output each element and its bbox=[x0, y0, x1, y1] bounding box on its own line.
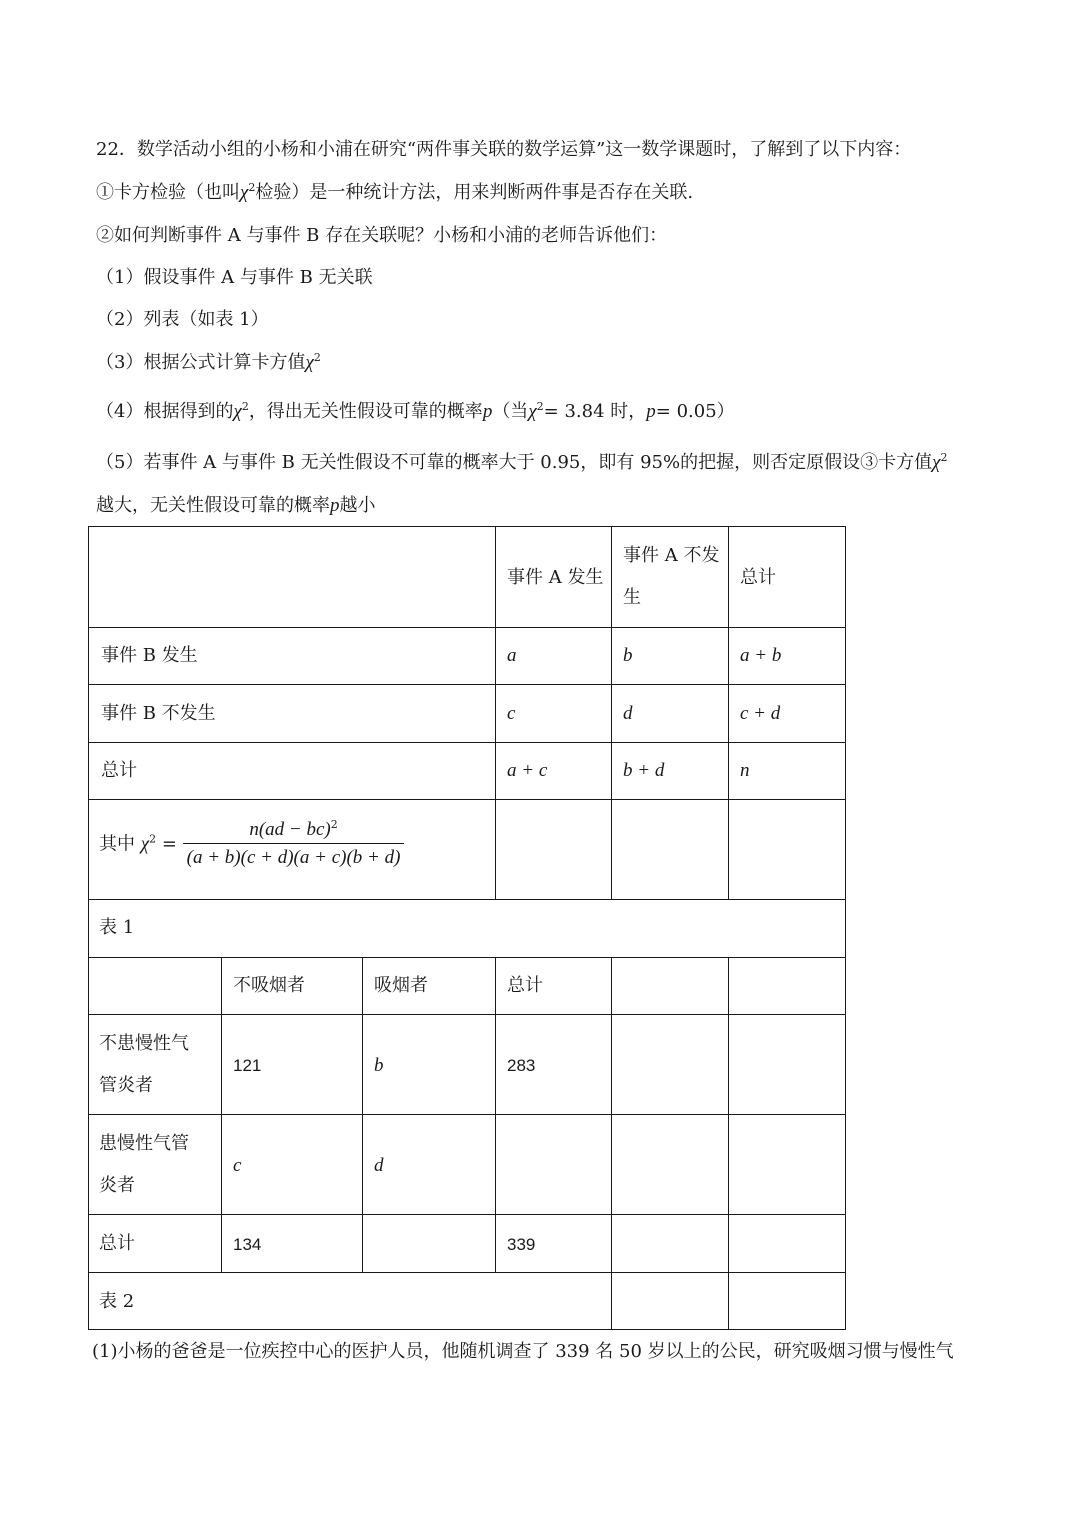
t1-cell-value: b bbox=[623, 645, 633, 666]
chi-symbol: χ bbox=[240, 182, 249, 203]
square-mark: 2 bbox=[241, 400, 249, 413]
t1-head-a-not-occurs-2: 生 bbox=[623, 587, 641, 608]
point-2: ②如何判断事件 A 与事件 B 存在关联呢？小杨和小浦的老师告诉他们： bbox=[96, 225, 668, 246]
numerator-expr: n(ad − bc) bbox=[249, 819, 331, 840]
col-divider bbox=[728, 527, 729, 899]
tables-frame bbox=[88, 526, 846, 1330]
square-mark: 2 bbox=[149, 832, 157, 846]
formula-equals: = bbox=[161, 833, 177, 855]
step-4-d: = 3.84 时， bbox=[543, 401, 647, 422]
t1-cell-value: b + d bbox=[623, 760, 665, 781]
p-symbol: p bbox=[646, 401, 656, 422]
formula-numerator bbox=[183, 817, 405, 844]
row-divider bbox=[89, 627, 845, 628]
step-4-a: （4）根据得到的 bbox=[96, 401, 234, 422]
t2-head-non-smoker: 不吸烟者 bbox=[233, 975, 305, 996]
row-divider bbox=[89, 899, 845, 900]
chi-square-formula bbox=[99, 817, 404, 872]
step-4-c: （当 bbox=[492, 401, 529, 422]
p-symbol: p bbox=[482, 401, 493, 422]
step-5-cont bbox=[96, 494, 376, 518]
p-symbol: p bbox=[330, 495, 340, 516]
t2-cell bbox=[374, 1053, 384, 1079]
t1-cell-value: c bbox=[507, 703, 516, 724]
point-1 bbox=[96, 181, 693, 205]
t2-cell bbox=[233, 1153, 241, 1179]
col-divider bbox=[728, 957, 729, 1329]
t1-row-label: 事件 B 不发生 bbox=[101, 703, 216, 724]
t1-cell-value: n bbox=[740, 760, 750, 781]
t1-cell-value: a + c bbox=[507, 760, 548, 781]
chi-symbol: χ bbox=[305, 352, 314, 373]
t1-cell bbox=[740, 701, 780, 727]
chi-symbol: χ bbox=[140, 833, 150, 855]
t2-cell-value: b bbox=[374, 1055, 384, 1076]
step-4 bbox=[96, 400, 735, 424]
t2-cell-value: d bbox=[374, 1155, 384, 1176]
t2-row-label: 患慢性气管 bbox=[99, 1133, 189, 1154]
row-divider bbox=[89, 1272, 845, 1273]
t2-cell: 339 bbox=[507, 1235, 536, 1254]
t1-cell-value: c + d bbox=[740, 703, 781, 724]
t2-cell: 121 bbox=[233, 1056, 262, 1075]
step-2: （2）列表（如表 1） bbox=[96, 309, 269, 330]
col-divider bbox=[221, 957, 222, 1272]
chi-symbol: χ bbox=[932, 452, 941, 473]
square-mark: 2 bbox=[248, 181, 256, 194]
t1-head-a-not-occurs-1: 事件 A 不发 bbox=[623, 545, 720, 566]
square-mark: 2 bbox=[536, 400, 544, 413]
t1-cell bbox=[507, 758, 547, 784]
row-divider bbox=[89, 799, 845, 800]
t1-cell bbox=[740, 643, 781, 669]
table1-caption: 表 1 bbox=[99, 917, 135, 938]
step-5-c: 越小 bbox=[339, 495, 376, 516]
step-3 bbox=[96, 351, 321, 375]
t1-row-label: 事件 B 发生 bbox=[101, 645, 198, 666]
formula-fraction bbox=[183, 817, 405, 872]
t2-row-label: 炎者 bbox=[99, 1175, 135, 1196]
row-divider bbox=[89, 742, 845, 743]
t1-cell-value: a bbox=[507, 645, 517, 666]
t2-cell: 283 bbox=[507, 1056, 536, 1075]
col-divider bbox=[611, 957, 612, 1329]
formula-denominator bbox=[183, 844, 405, 872]
chi-symbol: χ bbox=[233, 401, 242, 422]
step-5-b: 越大，无关性假设可靠的概率 bbox=[96, 495, 330, 516]
square-mark: 2 bbox=[940, 451, 948, 464]
col-divider bbox=[495, 527, 496, 899]
square-mark: 2 bbox=[313, 351, 321, 364]
problem-title: 22．数学活动小组的小杨和小浦在研究“两件事关联的数学运算”这一数学课题时，了解到了以下内容： bbox=[96, 139, 912, 160]
question-part-1: (1)小杨的爸爸是一位疾控中心的医护人员，他随机调查了 339 名 50 岁以上的公民，研究吸烟习惯与慢性气 bbox=[92, 1341, 954, 1362]
step-3-text: （3）根据公式计算卡方值 bbox=[96, 352, 306, 373]
t1-head-a-occurs: 事件 A 发生 bbox=[507, 567, 604, 588]
formula-prefix: 其中 bbox=[99, 833, 135, 855]
t1-cell bbox=[740, 758, 750, 784]
step-4-e: = 0.05） bbox=[655, 401, 735, 422]
t2-row-label: 总计 bbox=[99, 1233, 135, 1254]
row-divider bbox=[89, 957, 845, 958]
step-1: （1）假设事件 A 与事件 B 无关联 bbox=[96, 267, 373, 288]
t1-cell bbox=[507, 643, 517, 669]
chi-symbol: χ bbox=[528, 401, 537, 422]
denominator-expr: (a + b)(c + d)(a + c)(b + d) bbox=[186, 847, 401, 868]
t1-cell bbox=[623, 643, 633, 669]
row-divider bbox=[89, 1014, 845, 1015]
t2-cell: 134 bbox=[233, 1235, 262, 1254]
t2-cell bbox=[374, 1153, 384, 1179]
t2-row-label: 不患慢性气 bbox=[99, 1033, 189, 1054]
table2-caption: 表 2 bbox=[99, 1291, 135, 1312]
t2-row-label: 管炎者 bbox=[99, 1075, 153, 1096]
col-divider bbox=[611, 527, 612, 899]
point-1-b: 检验）是一种统计方法，用来判断两件事是否存在关联. bbox=[255, 182, 694, 203]
t1-cell-value: a + b bbox=[740, 645, 782, 666]
col-divider bbox=[362, 957, 363, 1272]
t1-cell bbox=[507, 701, 515, 727]
t1-cell-value: d bbox=[623, 703, 633, 724]
step-5-a: （5）若事件 A 与事件 B 无关性假设不可靠的概率大于 0.95，即有 95%的把握，则否定原假设③卡方值 bbox=[96, 452, 933, 473]
t1-row-label: 总计 bbox=[101, 760, 137, 781]
point-1-a: ①卡方检验（也叫 bbox=[96, 182, 240, 203]
row-divider bbox=[89, 684, 845, 685]
square-mark: 2 bbox=[330, 818, 338, 831]
col-divider bbox=[495, 957, 496, 1272]
t1-cell bbox=[623, 701, 633, 727]
t1-head-total: 总计 bbox=[740, 567, 776, 588]
step-4-b: ，得出无关性假设可靠的概率 bbox=[248, 401, 483, 422]
t1-cell bbox=[623, 758, 664, 784]
row-divider bbox=[89, 1214, 845, 1215]
t2-cell-value: c bbox=[233, 1155, 242, 1176]
step-5 bbox=[96, 451, 947, 475]
t2-head-smoker: 吸烟者 bbox=[374, 975, 428, 996]
t2-head-total: 总计 bbox=[507, 975, 543, 996]
row-divider bbox=[89, 1114, 845, 1115]
